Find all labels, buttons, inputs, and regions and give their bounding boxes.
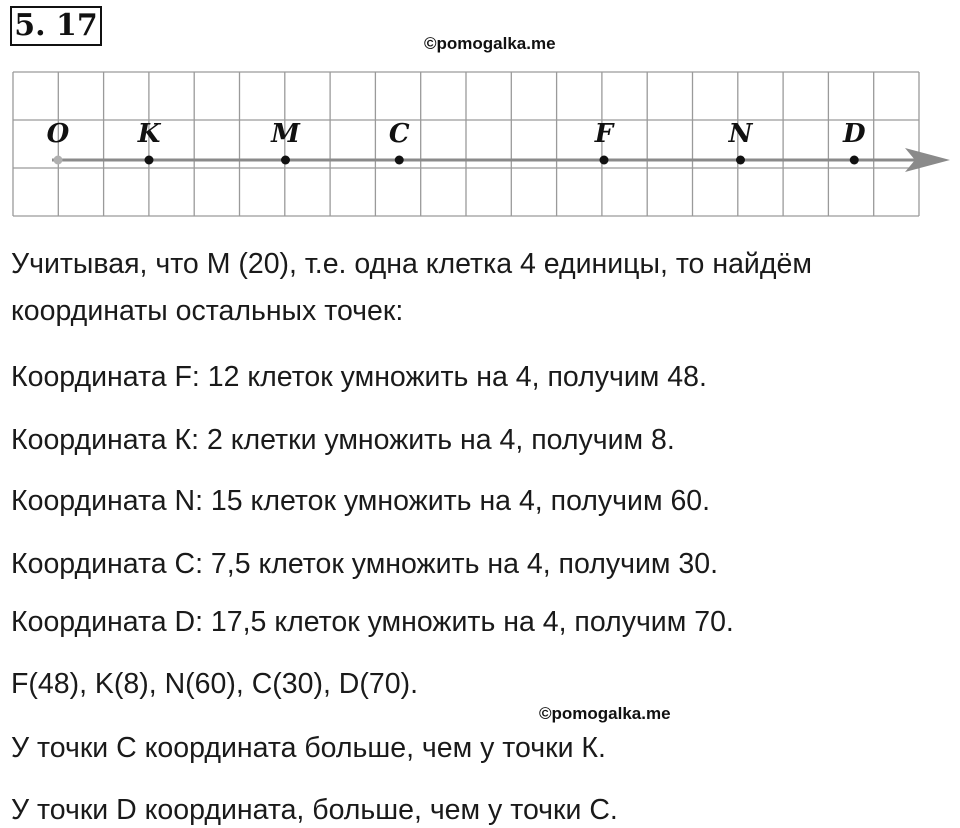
- text-line-6: Координата С: 7,5 клеток умножить на 4, получим 30.: [11, 548, 718, 580]
- point-label-c: C: [388, 119, 410, 149]
- point-m: [281, 156, 290, 165]
- point-k: [145, 156, 154, 165]
- point-f: [600, 156, 609, 165]
- point-d: [850, 156, 859, 165]
- watermark-top: ©pomogalka.me: [424, 34, 556, 53]
- text-line-10: У точки D координата, больше, чем у точки С.: [11, 794, 618, 826]
- point-n: [736, 156, 745, 165]
- text-line-5: Координата N: 15 клеток умножить на 4, получим 60.: [11, 485, 711, 517]
- point-o: [54, 156, 63, 165]
- text-line-4: Координата К: 2 клетки умножить на 4, получим 8.: [11, 424, 675, 456]
- point-label-o: O: [46, 119, 70, 149]
- point-label-m: M: [271, 119, 300, 149]
- number-line-figure: [10, 70, 954, 218]
- points: [47, 119, 866, 165]
- text-line-9: У точки С координата больше, чем у точки К.: [11, 732, 606, 764]
- watermark-bottom: ©pomogalka.me: [539, 704, 671, 723]
- text-line-8: F(48), K(8), N(60), C(30), D(70).: [11, 668, 418, 700]
- text-line-2: координаты остальных точек:: [11, 295, 404, 327]
- text-line-1: Учитывая, что М (20), т.е. одна клетка 4 единицы, то найдём: [11, 248, 812, 280]
- point-c: [395, 156, 404, 165]
- point-label-d: D: [842, 119, 866, 149]
- point-label-n: N: [728, 119, 753, 149]
- text-line-3: Координата F: 12 клеток умножить на 4, получим 48.: [11, 361, 707, 393]
- point-label-k: K: [137, 119, 161, 149]
- task-number: 5. 17: [10, 6, 102, 46]
- point-label-f: F: [594, 119, 614, 149]
- text-line-7: Координата D: 17,5 клеток умножить на 4, получим 70.: [11, 606, 734, 638]
